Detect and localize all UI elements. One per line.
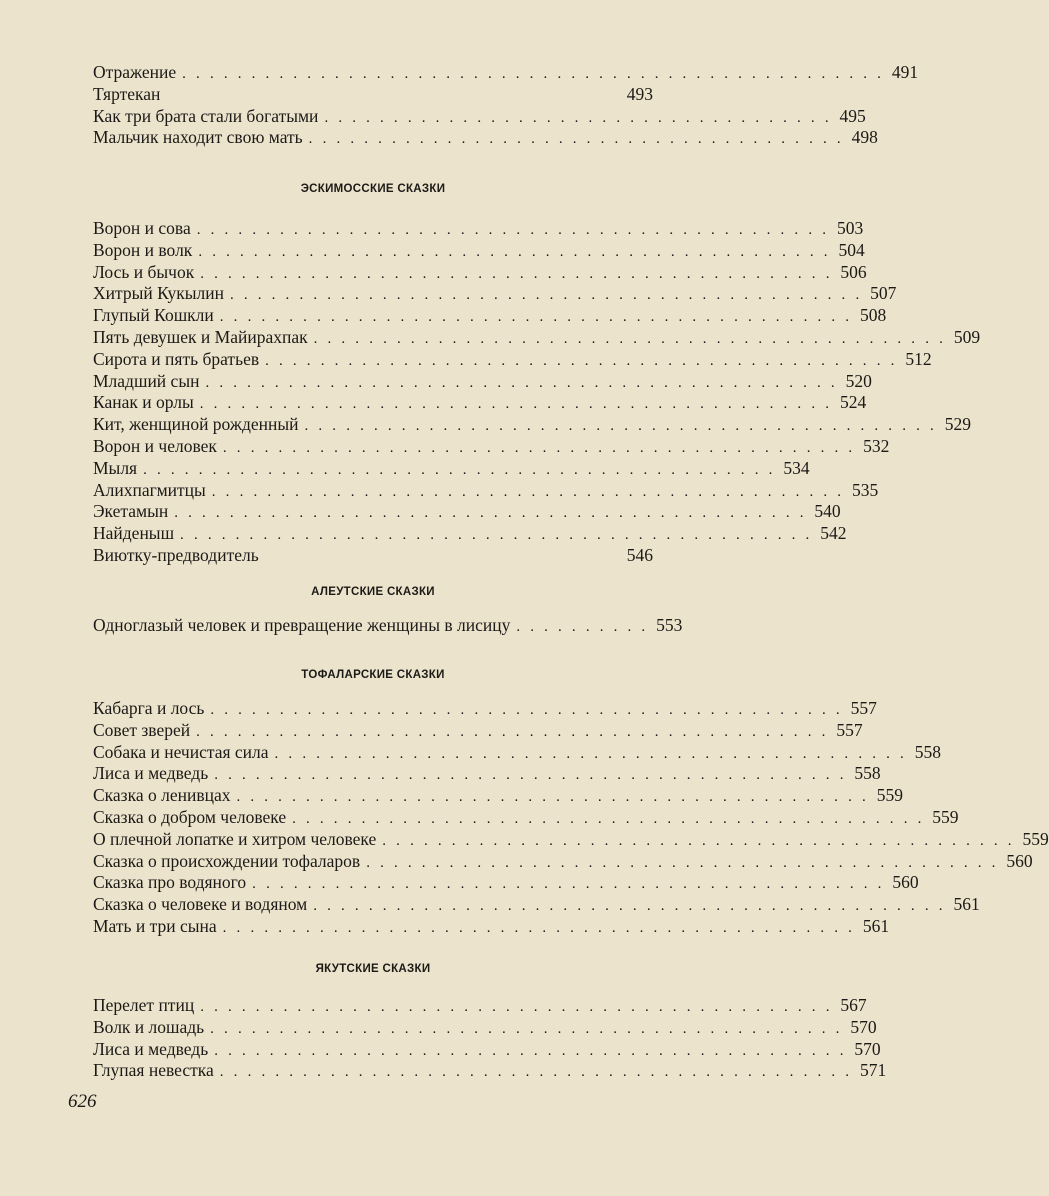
entry-title: Собака и нечистая сила — [93, 741, 269, 762]
entry-page: 560 — [892, 872, 919, 893]
entry-title: Сказка о происхождении тофаларов — [93, 850, 361, 871]
toc-entry — [93, 523, 847, 545]
toc-entry — [93, 414, 971, 436]
toc-entry — [93, 785, 903, 807]
entry-title: Волк и лошадь — [93, 1016, 205, 1037]
entry-title: Глупый Кошкли — [93, 305, 214, 326]
entry-page: 534 — [783, 457, 810, 478]
toc-entry — [93, 995, 867, 1017]
entry-page: 532 — [863, 435, 890, 456]
entry-title: Сказка о ленивцах — [93, 785, 231, 806]
leader-dots: . . . . . . . . . . . . . . . . . . . . . . . . . . . . . . . . . . . . . — [324, 109, 832, 126]
toc-entry — [93, 239, 865, 262]
leader-dots: . . . . . . . . . . . . . . . . . . . . . . . . . . . . . . . . . . . . . . . . . . . . . . — [214, 767, 847, 784]
entry-title: Пять девушек и Майирахпак — [93, 326, 308, 347]
toc-entry — [93, 615, 683, 637]
toc-entry — [93, 283, 897, 305]
entry-page: 491 — [891, 62, 919, 82]
entry-page: 570 — [850, 1016, 877, 1037]
entry-title: Сказка про водяного — [93, 872, 247, 893]
leader-dots: . . . . . . . . . . . . . . . . . . . . . . . . . . . . . . . . . . . . . . . . . . . . . . — [180, 527, 813, 544]
entry-page: 540 — [814, 501, 841, 522]
entry-title: Хитрый Кукылин — [93, 283, 224, 304]
leader-dots: . . . . . . . . . . . . . . . . . . . . . . . . . . . . . . . . . . . . . . . . . . . . . . — [219, 1064, 853, 1081]
leader-dots: . . . . . . . . . . . . . . . . . . . . . . . . . . . . . . . . . . . . . . . . . . . . . . — [252, 876, 885, 893]
entry-page: 495 — [839, 105, 866, 126]
leader-dots: . . . . . . . . . . . . . . . . . . . . . . . . . . . . . . . . . . . . . . . . . . . . . . — [382, 832, 1015, 849]
leader-dots: . . . . . . . . . . . . . . . . . . . . . . . . . . . . . . . . . . . . . . . . . . . . . . — [210, 702, 843, 718]
toc-entry — [93, 1016, 877, 1039]
leader-dots: . . . . . . . . . . . . . . . . . . . . . . . . . . . . . . . . . . . . . . . . . . . . . . — [222, 919, 856, 936]
leader-dots: . . . . . . . . . . . . . . . . . . . . . . . . . . . . . . . . . . . . . . . — [308, 131, 844, 148]
entry-page: 559 — [876, 785, 903, 806]
toc-entry — [93, 850, 1033, 873]
entry-title: Отражение — [93, 62, 177, 82]
toc-entry — [93, 1060, 887, 1082]
entry-title: Мыля — [93, 457, 138, 478]
toc-entry — [93, 828, 1049, 851]
toc-entry — [93, 218, 864, 240]
leader-dots: . . . . . . . . . . . . . . . . . . . . . . . . . . . . . . . . . . . . . . . . . . . . . . — [366, 854, 999, 871]
toc-entry — [93, 915, 890, 938]
toc-entry — [93, 62, 919, 84]
entry-title: Сирота и пять братьев — [93, 348, 260, 369]
toc-entry — [93, 326, 981, 349]
entry-page: 504 — [838, 239, 865, 260]
toc-entry — [93, 806, 959, 829]
leader-dots: . . . . . . . . . . . . . . . . . . . . . . . . . . . . . . . . . . . . . . . . . . . . . . — [219, 309, 853, 326]
section-heading: АЛЕУТСКИЕ СКАЗКИ — [311, 586, 435, 598]
toc-entry — [93, 435, 890, 458]
toc-entry — [93, 348, 932, 371]
leader-dots: . . . . . . . . . . . . . . . . . . . . . . . . . . . . . . . . . . . . . . . . . . . . . . — [210, 1020, 843, 1037]
toc-entry — [93, 894, 980, 916]
toc-entry — [93, 392, 867, 414]
leader-dots: . . . . . . . . . . . . . . . . . . . . . . . . . . . . . . . . . . . . . . . . . . . . . . — [199, 396, 833, 413]
entry-title: Ворон и волк — [93, 239, 193, 260]
entry-title: Младший сын — [93, 370, 200, 391]
entry-title: Найденыш — [93, 523, 175, 544]
entry-page: 561 — [862, 915, 890, 936]
entry-page: 508 — [859, 305, 887, 326]
entry-page: 512 — [905, 348, 932, 369]
entry-title: Экетамын — [93, 501, 169, 522]
entry-title: Мальчик находит свою мать — [93, 127, 303, 148]
toc-entry — [93, 84, 653, 106]
toc-entry — [93, 457, 810, 480]
entry-title: Одноглазый человек и превращение женщины в лисицу — [93, 615, 511, 635]
entry-title: Кабарга и лось — [93, 698, 205, 718]
entry-page: 509 — [953, 326, 981, 347]
entry-page: 535 — [851, 479, 879, 500]
entry-page: 546 — [626, 544, 653, 565]
entry-page: 493 — [626, 83, 653, 104]
entry-title: Лось и бычок — [93, 261, 195, 282]
entry-title: Глупая невестка — [93, 1060, 214, 1081]
entry-page: 559 — [1022, 828, 1049, 849]
entry-title: Виютку-предводитель — [93, 544, 259, 565]
entry-page: 542 — [820, 523, 847, 544]
entry-title: Лиса и медведь — [93, 1038, 209, 1059]
leader-dots: . . . . . . . . . . . . . . . . . . . . . . . . . . . . . . . . . . . . . . . . . . . . . . — [313, 898, 946, 915]
leader-dots: . . . . . . . . . . . . . . . . . . . . . . . . . . . . . . . . . . . . . . . . . . . . . . — [174, 505, 807, 522]
entry-page: 558 — [854, 763, 881, 784]
leader-dots: . . . . . . . . . . . . . . . . . . . . . . . . . . . . . . . . . . . . . . . . . . . . . . — [211, 483, 845, 500]
leader-dots: . . . . . . . . . . . . . . . . . . . . . . . . . . . . . . . . . . . . . . . . . . . . . . — [222, 439, 856, 456]
entry-page: 560 — [1006, 850, 1033, 871]
entry-page: 571 — [859, 1060, 887, 1081]
leader-dots: . . . . . . . . . . . . . . . . . . . . . . . . . . . . . . . . . . . . . . . . . . . . . . — [143, 461, 776, 478]
entry-title: Перелет птиц — [93, 995, 195, 1015]
leader-dots: . . . . . . . . . . . . . . . . . . . . . . . . . . . . . . . . . . . . . . . . . . . . . . — [292, 810, 925, 827]
toc-section-eskimo — [93, 180, 981, 567]
leader-dots: . . . . . . . . . . . . . . . . . . . . . . . . . . . . . . . . . . . . . . . . . . . . . . . . . . . — [182, 66, 885, 82]
entry-page: 524 — [839, 392, 867, 413]
entry-page: 506 — [840, 261, 867, 282]
entry-page: 567 — [840, 995, 867, 1015]
entry-page: 498 — [851, 127, 878, 148]
toc-entry — [93, 872, 919, 894]
entry-page: 557 — [850, 698, 877, 718]
leader-dots: . . . . . . . . . . . . . . . . . . . . . . . . . . . . . . . . . . . . . . . . . . . . . . — [196, 723, 829, 740]
toc-entry — [93, 261, 867, 284]
toc-entry — [93, 105, 866, 128]
section-heading: ТОФАЛАРСКИЕ СКАЗКИ — [301, 669, 445, 681]
leader-dots: . . . . . . . . . . . . . . . . . . . . . . . . . . . . . . . . . . . . . . . . . . . . . . — [265, 352, 898, 369]
toc-section-tofalar — [93, 666, 1049, 938]
toc-entry — [93, 370, 872, 393]
toc-entry — [93, 763, 881, 785]
section-heading: ЭСКИМОССКИЕ СКАЗКИ — [300, 183, 446, 195]
entry-title: Канак и орлы — [93, 392, 194, 413]
entry-title: Сказка о человеке и водяном — [93, 894, 308, 915]
leader-dots: . . . . . . . . . . . . . . . . . . . . . . . . . . . . . . . . . . . . . . . . . . . . . . — [198, 243, 831, 260]
leader-dots: . . . . . . . . . . . . . . . . . . . . . . . . . . . . . . . . . . . . . . . . . . . . . . — [200, 999, 833, 1015]
section-heading: ЯКУТСКИЕ СКАЗКИ — [315, 963, 431, 975]
toc-entry — [93, 1038, 881, 1061]
toc-entry — [93, 545, 653, 567]
toc-entry — [93, 719, 863, 742]
entry-title: Ворон и сова — [93, 218, 191, 238]
toc-entry — [93, 305, 887, 327]
entry-title: Сказка о добром человеке — [93, 806, 287, 827]
entry-page: 553 — [656, 615, 683, 635]
entry-page: 520 — [845, 370, 872, 391]
entry-title: Совет зверей — [93, 719, 191, 740]
toc-section-yakut — [93, 960, 887, 1082]
leader-dots: . . . . . . . . . . . . . . . . . . . . . . . . . . . . . . . . . . . . . . . . . . . . . . — [205, 374, 838, 391]
entry-title: О плечной лопатке и хитром человеке — [93, 828, 377, 849]
leader-dots: . . . . . . . . . . . . . . . . . . . . . . . . . . . . . . . . . . . . . . . . . . . . . . — [313, 330, 947, 347]
page-number: 626 — [68, 1091, 97, 1112]
entry-page: 561 — [953, 894, 980, 915]
entry-title: Лиса и медведь — [93, 763, 209, 784]
entry-page: 570 — [854, 1038, 881, 1059]
entry-title: Как три брата стали богатыми — [93, 105, 319, 126]
entry-page: 507 — [870, 283, 897, 304]
toc-entry — [93, 501, 841, 523]
leader-dots: . . . . . . . . . . . . . . . . . . . . . . . . . . . . . . . . . . . . . . . . . . . . . . — [229, 287, 863, 304]
leader-dots: . . . . . . . . . . . . . . . . . . . . . . . . . . . . . . . . . . . . . . . . . . . . . . — [304, 418, 937, 435]
entry-title: Алихпагмитцы — [93, 479, 206, 500]
entry-page: 529 — [944, 414, 971, 435]
toc-entry — [93, 741, 941, 764]
entry-title: Кит, женщиной рожденный — [93, 414, 299, 435]
entry-page: 558 — [914, 741, 941, 762]
entry-page: 557 — [836, 719, 863, 740]
leader-dots: . . . . . . . . . . . . . . . . . . . . . . . . . . . . . . . . . . . . . . . . . . . . . . — [214, 1042, 847, 1059]
toc-entry — [93, 479, 879, 502]
entry-title: Тяртекан — [93, 83, 161, 104]
entry-title: Мать и три сына — [93, 915, 217, 936]
entry-page: 503 — [836, 218, 864, 238]
leader-dots: . . . . . . . . . . . . . . . . . . . . . . . . . . . . . . . . . . . . . . . . . . . . . . — [236, 789, 869, 806]
entry-page: 559 — [932, 806, 959, 827]
leader-dots: . . . . . . . . . . . . . . . . . . . . . . . . . . . . . . . . . . . . . . . . . . . . . . — [200, 265, 833, 282]
toc-section-continued — [93, 62, 919, 149]
entry-title: Ворон и человек — [93, 435, 217, 456]
leader-dots: . . . . . . . . . . — [516, 619, 649, 635]
toc-section-aleut — [93, 583, 683, 637]
leader-dots: . . . . . . . . . . . . . . . . . . . . . . . . . . . . . . . . . . . . . . . . . . . . . . — [196, 222, 830, 238]
leader-dots: . . . . . . . . . . . . . . . . . . . . . . . . . . . . . . . . . . . . . . . . . . . . . . — [274, 745, 907, 762]
toc-entry — [93, 127, 878, 149]
toc-entry — [93, 698, 877, 720]
